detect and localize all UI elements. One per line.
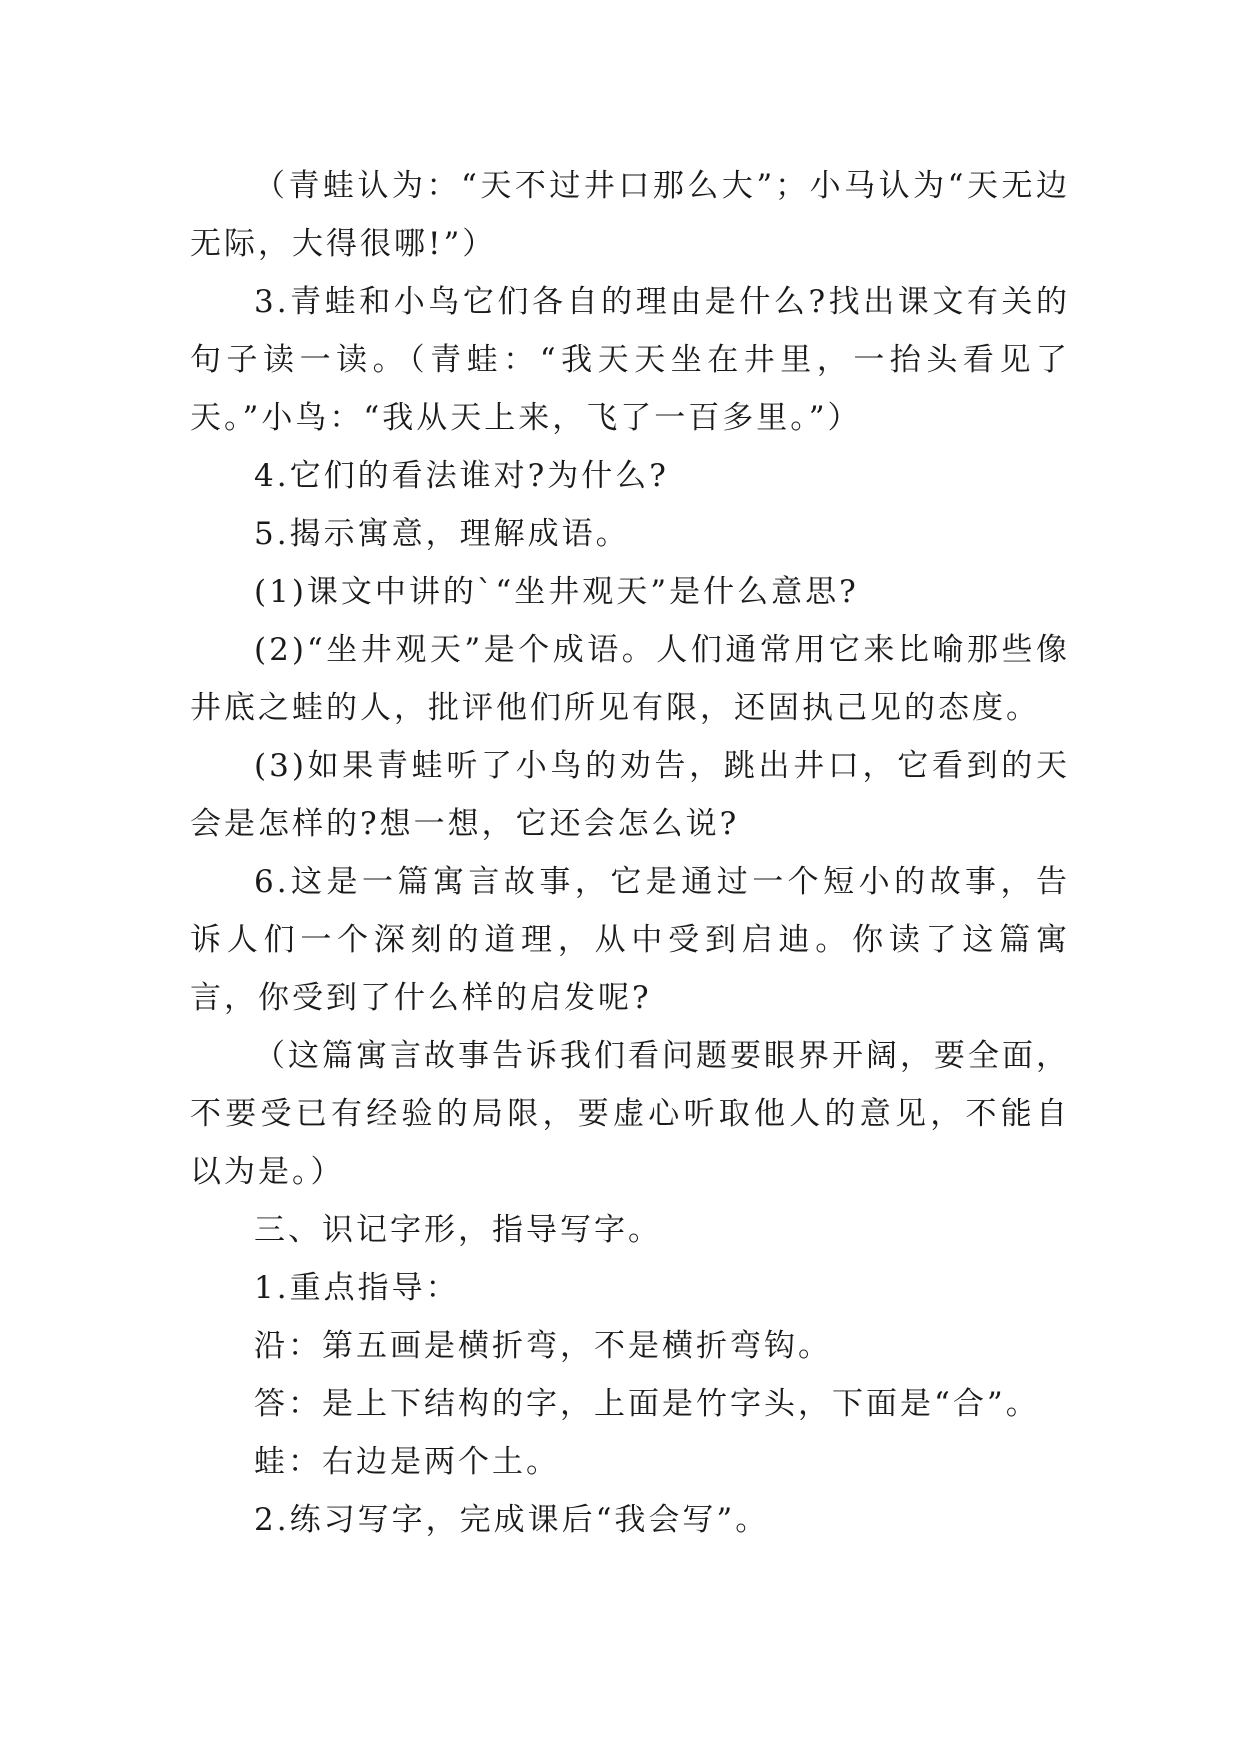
paragraph-question-6: 6.这是一篇寓言故事，它是通过一个短小的故事，告诉人们一个深刻的道理，从中受到启迪。你读了这篇寓言，你受到了什么样的启发呢?	[190, 864, 1070, 1016]
paragraph-answer-moral: （这篇寓言故事告诉我们看问题要眼界开阔，要全面，不要受已有经验的局限，要虚心听取他人的意见，不能自以为是。）	[190, 1038, 1070, 1190]
paragraph-sub-3: (3)如果青蛙听了小鸟的劝告，跳出井口，它看到的天会是怎样的?想一想，它还会怎么说?	[190, 748, 1070, 842]
paragraph-char-da: 答：是上下结构的字，上面是竹字头，下面是“合”。	[254, 1386, 1040, 1422]
paragraph-char-wa: 蛙：右边是两个土。	[254, 1444, 560, 1480]
paragraph-practice: 2.练习写字，完成课后“我会写”。	[254, 1502, 770, 1538]
paragraph-sub-1: (1)课文中讲的`“坐井观天”是什么意思?	[254, 574, 859, 610]
paragraph-question-4: 4.它们的看法谁对?为什么?	[254, 458, 669, 494]
section-heading-3: 三、识记字形，指导写字。	[254, 1212, 662, 1248]
paragraph-char-yan: 沿：第五画是横折弯，不是横折弯钩。	[254, 1328, 832, 1364]
document-body	[190, 157, 1070, 1549]
paragraph-answer-views: （青蛙认为：“天不过井口那么大”；小马认为“天无边无际，大得很哪!”）	[190, 168, 1070, 262]
paragraph-question-5: 5.揭示寓意，理解成语。	[254, 516, 630, 552]
paragraph-key-guidance: 1.重点指导：	[254, 1270, 460, 1306]
paragraph-sub-2: (2)“坐井观天”是个成语。人们通常用它来比喻那些像井底之蛙的人，批评他们所见有限，还固执己见的态度。	[190, 632, 1070, 726]
paragraph-question-3: 3.青蛙和小鸟它们各自的理由是什么?找出课文有关的句子读一读。（青蛙：“我天天坐在井里，一抬头看见了天。”小鸟：“我从天上来，飞了一百多里。”）	[190, 284, 1070, 436]
